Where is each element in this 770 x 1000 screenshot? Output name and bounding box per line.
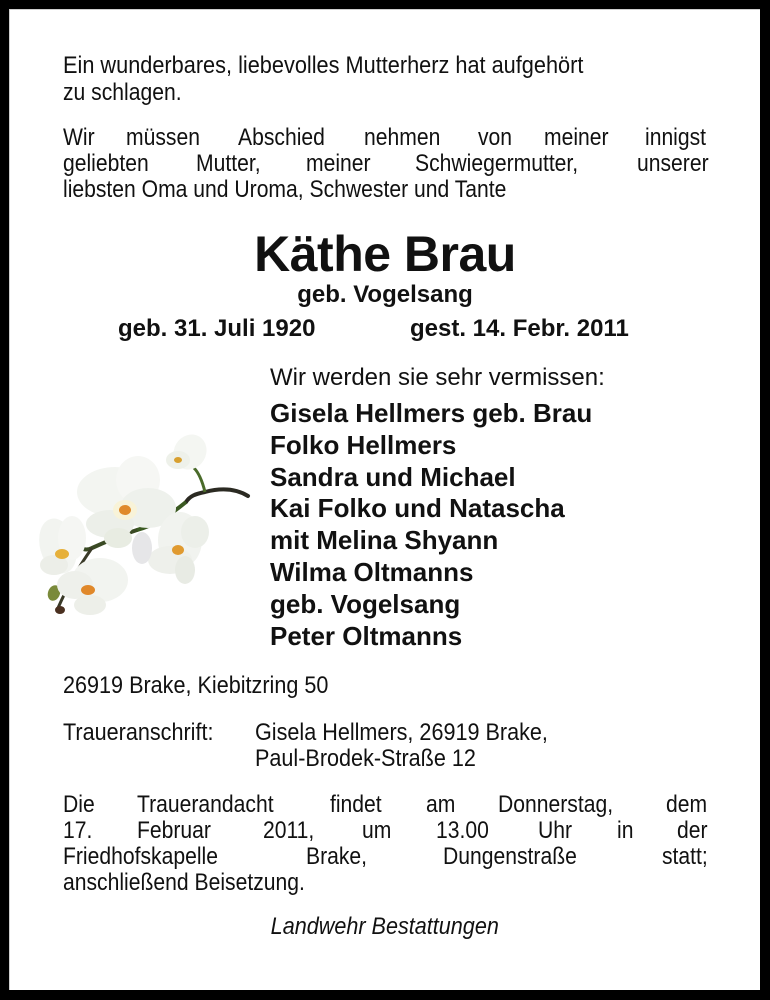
- mourning-address-line2-text: Paul-Brodek-Straße 12: [255, 745, 476, 772]
- residence-address: [63, 673, 358, 699]
- intro-text-2: zu schlagen.: [63, 79, 182, 106]
- word: Wir: [63, 124, 95, 151]
- word: müssen: [126, 124, 201, 151]
- word: meiner: [305, 150, 371, 177]
- farewell-line-2: [63, 151, 708, 177]
- mourner-name: Sandra und Michael: [270, 461, 516, 492]
- deceased-maiden-name: geb. Vogelsang: [297, 281, 473, 308]
- mourning-address-label-text: Traueranschrift:: [63, 719, 214, 746]
- word: Abschied: [237, 124, 325, 151]
- farewell-text-3: liebsten Oma und Uroma, Schwester und Tante: [63, 176, 507, 203]
- word: von: [477, 124, 512, 151]
- mourning-address-line2: [255, 746, 500, 772]
- residence-address-text: 26919 Brake, Kiebitzring 50: [63, 672, 329, 699]
- mourning-address-line1-text: Gisela Hellmers, 26919 Brake,: [255, 719, 548, 746]
- word: 2011,: [262, 817, 314, 844]
- mourner-name: Peter Oltmanns: [270, 620, 463, 651]
- word: Dungenstraße: [442, 843, 577, 870]
- word: Uhr: [537, 817, 572, 844]
- word: 17.: [63, 817, 93, 844]
- intro-line-1: [63, 53, 708, 79]
- word: innigst: [644, 124, 706, 151]
- service-line-2: [63, 818, 708, 844]
- mourners-intro: Wir werden sie sehr vermissen:: [270, 364, 605, 391]
- deceased-name: Käthe Brau: [254, 226, 516, 282]
- funeral-home-name: Landwehr Bestattungen: [270, 913, 500, 940]
- word: meiner: [543, 124, 609, 151]
- mourner-name: Kai Folko und Natascha: [270, 493, 565, 524]
- death-date: gest. 14. Febr. 2011: [410, 315, 629, 342]
- word: Donnerstag,: [497, 791, 613, 818]
- mourning-address-label: [63, 720, 230, 746]
- word: am: [426, 791, 456, 818]
- mourners-list: [270, 398, 592, 652]
- word: Friedhofskapelle: [63, 843, 218, 870]
- service-line-4: [63, 870, 338, 896]
- funeral-home-signature: [0, 913, 770, 941]
- word: Mutter,: [196, 150, 261, 177]
- orchid-branch-image: [30, 430, 255, 620]
- word: dem: [666, 791, 708, 818]
- service-line-3: [63, 844, 708, 870]
- word: der: [677, 817, 708, 844]
- word: Schwiegermutter,: [415, 150, 579, 177]
- word: statt;: [661, 843, 708, 870]
- mourner-name: geb. Vogelsang: [270, 588, 461, 619]
- word: um: [362, 817, 392, 844]
- word: Trauerandacht: [136, 791, 274, 818]
- word: unserer: [636, 150, 709, 177]
- word: Die: [63, 791, 95, 818]
- word: Februar: [137, 817, 212, 844]
- service-text-4: anschließend Beisetzung.: [63, 869, 305, 896]
- farewell-line-3: [63, 177, 567, 203]
- word: Brake,: [306, 843, 368, 870]
- mourner-name: Wilma Oltmanns: [270, 556, 474, 587]
- word: nehmen: [363, 124, 441, 151]
- intro-text-1: Ein wunderbares, liebevolles Mutterherz hat aufgehört: [63, 52, 584, 79]
- intro-line-2: [63, 80, 198, 106]
- farewell-line-1: [63, 125, 708, 151]
- mourner-name: Gisela Hellmers geb. Brau: [270, 398, 593, 428]
- word: geliebten: [63, 150, 149, 177]
- word: in: [617, 817, 634, 844]
- mourning-address-line1: [255, 720, 580, 746]
- word: 13.00: [436, 817, 490, 844]
- word: findet: [329, 791, 382, 818]
- service-line-1: [63, 792, 708, 818]
- mourner-name: Folko Hellmers: [270, 429, 457, 460]
- birth-date: geb. 31. Juli 1920: [118, 315, 316, 342]
- mourner-name: mit Melina Shyann: [270, 525, 499, 556]
